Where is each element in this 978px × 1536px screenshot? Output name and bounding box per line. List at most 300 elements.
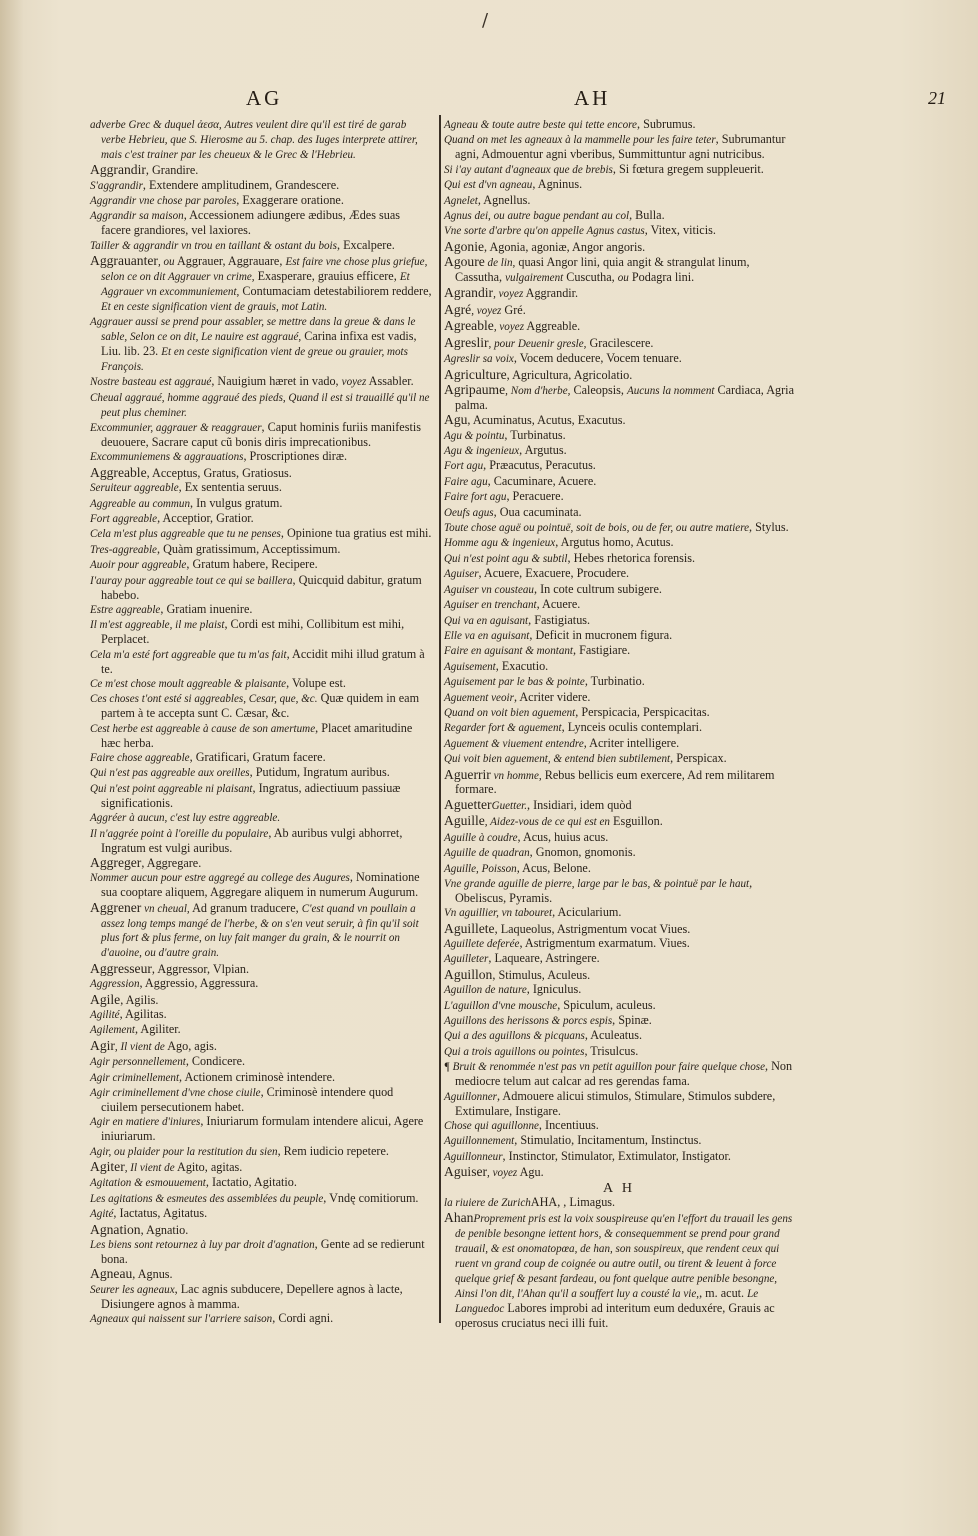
latin-text: , Limagus. bbox=[563, 1194, 616, 1209]
dictionary-entry bbox=[444, 163, 794, 178]
dictionary-entry bbox=[444, 536, 794, 551]
latin-text: , m. acut. bbox=[699, 1285, 748, 1300]
latin-text: , Ab auribus vulgi abhorret, Ingratum est vulgi auribus. bbox=[101, 825, 403, 855]
dictionary-entry bbox=[90, 421, 432, 450]
french-text: Chose qui aguillonne bbox=[444, 1119, 539, 1132]
dictionary-entry bbox=[444, 444, 794, 459]
french-text: Aggrauer aussi se prend pour assabler, se mettre dans la greue & dans le sable, Selon ce on dit, Le nauire est aggraué, bbox=[90, 316, 416, 344]
dictionary-entry bbox=[90, 481, 432, 496]
french-text: Agir personnellement bbox=[90, 1056, 186, 1069]
french-text: Qui est d'vn agneau bbox=[444, 179, 533, 192]
french-text: Qui a des aguillons & picquans bbox=[444, 1030, 585, 1043]
latin-text: , Opinione tua gratius est mihi. bbox=[280, 526, 432, 541]
french-text: Homme agu & ingenieux bbox=[444, 537, 556, 550]
headword: Agrandir bbox=[444, 285, 494, 301]
french-text: , Il vient de bbox=[114, 1040, 165, 1053]
latin-text: , Volupe est. bbox=[286, 676, 346, 691]
dictionary-entry bbox=[90, 1160, 432, 1176]
dictionary-entry bbox=[90, 1238, 432, 1267]
latin-text: , Deficit in mucronem figura. bbox=[529, 627, 673, 642]
latin-text: Ago, agis. bbox=[164, 1038, 217, 1053]
latin-text: , Stimulus, Aculeus. bbox=[492, 967, 591, 982]
dictionary-entry bbox=[90, 1207, 432, 1222]
dictionary-entry bbox=[444, 721, 794, 736]
french-text: ¶ Bruit & renommée n'est pas vn petit aguillon pour faire quelque chose bbox=[444, 1061, 766, 1074]
dictionary-entry bbox=[444, 752, 794, 767]
french-text: Agneaux qui naissent sur l'arriere saison bbox=[90, 1313, 273, 1326]
latin-text: , Laqueare, Astringere. bbox=[488, 951, 600, 966]
dictionary-entry bbox=[90, 1192, 432, 1207]
headword: Agoure bbox=[444, 254, 485, 270]
french-text: Aucuns la nomment bbox=[626, 384, 715, 397]
headword: Agriculture bbox=[444, 366, 507, 382]
latin-text: Aggrauer, Aggrauare, bbox=[174, 254, 286, 269]
french-text: Aguillonnement bbox=[444, 1135, 515, 1148]
dictionary-entry bbox=[90, 391, 432, 421]
dictionary-entry bbox=[444, 552, 794, 567]
latin-text: , Vocem deducere, Vocem tenuare. bbox=[513, 351, 682, 366]
french-text: Cela m'a esté fort aggreable que tu m'as fait bbox=[90, 648, 287, 661]
headword: Ahan bbox=[444, 1210, 474, 1226]
headword: Aguetter bbox=[444, 796, 492, 812]
dictionary-entry bbox=[90, 751, 432, 766]
latin-text: , Spiculum, aculeus. bbox=[557, 997, 656, 1012]
dictionary-entry bbox=[90, 1312, 432, 1327]
latin-text: , Exacutio. bbox=[495, 658, 549, 673]
latin-text: , Cacuminare, Acuere. bbox=[487, 473, 597, 488]
latin-text: , Ex sententia seruus. bbox=[178, 480, 282, 495]
latin-text: , Caput hominis furiis manifestis deuouere, Sacrare caput cũ bonis diris imprecationibus. bbox=[101, 420, 421, 450]
french-text: Agilité bbox=[90, 1008, 120, 1021]
latin-text: , Cordi est mihi, Collibitum est mihi, Perplacet. bbox=[101, 617, 405, 647]
headword: Agile bbox=[90, 991, 121, 1007]
latin-text: , Perspicacia, Perspicacitas. bbox=[575, 704, 710, 719]
latin-text: Ad granum traducere, bbox=[189, 900, 302, 915]
dictionary-entry bbox=[444, 209, 794, 224]
french-text: vn cheual, bbox=[141, 902, 190, 915]
latin-text: , Oua cacuminata. bbox=[493, 504, 582, 519]
headword: Agré bbox=[444, 301, 472, 317]
french-text: , pour Deuenir gresle, bbox=[488, 337, 587, 350]
french-text: adverbe Grec & duquel ἀεσα, Autres veulent dire qu'il est tiré de garab verbe Hebrieu, que S. Hierosme au 5. chap. des Iuges interprete attirer, mais c'est trainer par les cheueux & le Grec & l'Hebrieu. bbox=[90, 119, 418, 161]
dictionary-entry bbox=[90, 1176, 432, 1191]
french-text: Auoir pour aggreable bbox=[90, 559, 187, 572]
dictionary-entry bbox=[444, 952, 794, 967]
dictionary-entry bbox=[444, 798, 794, 814]
latin-text: , Subrumantur agni, Admouentur agni vberibus, Summittuntur agni nutricibus. bbox=[455, 132, 786, 162]
dictionary-entry bbox=[90, 766, 432, 781]
dictionary-entry bbox=[444, 1134, 794, 1149]
dictionary-entry bbox=[90, 856, 432, 871]
latin-text: Labores improbi ad interitum eum deduxére, Grauis ac operosus cruciatus neci illi fuit. bbox=[455, 1300, 775, 1330]
french-text: Regarder fort & aguement bbox=[444, 722, 562, 735]
latin-text: Exasperare, grauius efficere, bbox=[254, 269, 400, 284]
latin-text: , Laqueolus, Astrigmentum vocat Viues. bbox=[494, 921, 691, 936]
headword: Aggreger bbox=[90, 854, 142, 870]
french-text: Aggrandir vne chose par paroles bbox=[90, 195, 237, 208]
french-text: Cest herbe est aggreable à cause de son amertume bbox=[90, 722, 316, 735]
french-text: Qui a trois aguillons ou pointes bbox=[444, 1045, 585, 1058]
dictionary-entry bbox=[444, 133, 794, 162]
latin-text: , Insidiari, idem quòd bbox=[527, 797, 632, 812]
french-text: Faire en aguisant & montant bbox=[444, 645, 574, 658]
dictionary-entry bbox=[90, 194, 432, 209]
dictionary-entry bbox=[444, 383, 794, 413]
latin-text: , Spinæ. bbox=[612, 1013, 652, 1028]
french-text: Aguisement par le bas & pointe bbox=[444, 676, 585, 689]
dictionary-entry bbox=[444, 691, 794, 706]
dictionary-entry bbox=[444, 506, 794, 521]
dictionary-entry bbox=[444, 118, 794, 133]
latin-text: , Criminosè intendere quod ciuilem persecutionem habet. bbox=[101, 1085, 394, 1114]
french-text: voyez bbox=[341, 376, 367, 389]
dictionary-entry bbox=[90, 782, 432, 811]
dictionary-entry bbox=[444, 1045, 794, 1060]
latin-text: , Iniuriarum formulam intendere alicui, Agere iniuriarum. bbox=[101, 1114, 424, 1144]
french-text: Excommunier, aggrauer & reaggrauer bbox=[90, 422, 262, 435]
french-text: Toute chose aguë ou pointuë, soit de bois, ou de fer, ou autre matiere bbox=[444, 522, 750, 535]
dictionary-entry bbox=[444, 906, 794, 921]
french-text: Aggrandir sa maison bbox=[90, 210, 184, 223]
dictionary-entry bbox=[90, 118, 432, 163]
french-text: Aguiser en trenchant bbox=[444, 599, 537, 612]
latin-text: , In vulgus gratum. bbox=[190, 495, 283, 510]
dictionary-entry bbox=[444, 862, 794, 877]
latin-text: , Argutus. bbox=[519, 443, 567, 458]
latin-text: , Agonia, agoniæ, Angor angoris. bbox=[484, 239, 646, 254]
french-text: Aguisement bbox=[444, 660, 496, 673]
page-mark: / bbox=[482, 10, 489, 31]
dictionary-entry bbox=[90, 163, 432, 178]
dictionary-entry bbox=[444, 814, 794, 830]
dictionary-entry bbox=[444, 1090, 794, 1119]
dictionary-entry bbox=[444, 1211, 794, 1330]
latin-text: Carina infixa est vadis, Liu. lib. 23. bbox=[101, 329, 417, 359]
dictionary-entry bbox=[444, 660, 794, 675]
running-head-right: AH bbox=[574, 86, 611, 110]
latin-text: , Agnatio. bbox=[140, 1222, 189, 1237]
dictionary-entry bbox=[90, 466, 432, 481]
dictionary-entry bbox=[444, 983, 794, 998]
french-text: Seurer les agneaux bbox=[90, 1283, 175, 1296]
latin-text: , Astrigmentum exarmatum. Viues. bbox=[519, 936, 690, 951]
running-head-left: AG bbox=[246, 86, 283, 110]
latin-text: , Acicularium. bbox=[552, 905, 622, 920]
dictionary-entry bbox=[444, 1060, 794, 1089]
latin-text: , Acus, huius acus. bbox=[517, 829, 609, 844]
french-text: Vne grande aguille de pierre, large par le bas, & pointuë par le haut bbox=[444, 877, 750, 890]
dictionary-entry bbox=[444, 319, 794, 335]
dictionary-entry bbox=[90, 1023, 432, 1038]
headword: Aguille bbox=[444, 813, 485, 829]
french-text: Agitation & esmouuement bbox=[90, 1177, 206, 1190]
french-text: Aggression bbox=[90, 978, 140, 991]
dictionary-entry bbox=[90, 1071, 432, 1086]
french-text: Aggréer à aucun, c'est luy estre aggreable. bbox=[90, 812, 281, 825]
latin-text: , Turbinatio. bbox=[584, 674, 645, 689]
dictionary-entry bbox=[90, 962, 432, 977]
latin-text: , Extendere amplitudinem, Grandescere. bbox=[142, 177, 340, 192]
latin-text: , Proscriptiones diræ. bbox=[243, 449, 348, 464]
dictionary-entry bbox=[444, 737, 794, 752]
latin-text: , Turbinatus. bbox=[504, 427, 566, 442]
latin-text: , Vitex, viticis. bbox=[644, 223, 716, 238]
headword: Aggresseur bbox=[90, 960, 152, 976]
dictionary-entry bbox=[90, 315, 432, 375]
latin-text: Caleopsis, bbox=[570, 382, 627, 397]
dictionary-entry bbox=[444, 877, 794, 906]
headword: Agripaume bbox=[444, 381, 506, 397]
latin-text: AHA, bbox=[530, 1194, 564, 1209]
dictionary-entry bbox=[444, 1165, 794, 1181]
latin-text: quasi Angor lini, quia angit & strangulat linum, Cassutha, bbox=[455, 255, 750, 285]
latin-text: , Peracuere. bbox=[506, 489, 564, 504]
latin-text: , Grandire. bbox=[145, 163, 199, 178]
french-text: vulgairement bbox=[505, 272, 564, 285]
latin-text: , Lac agnis subducere, Depellere agnos à lacte, Disiungere agnos à mamma. bbox=[101, 1281, 403, 1311]
french-text: Est faire vne chose plus griefue, selon ce on dit Aggrauer vn crime, bbox=[101, 256, 428, 284]
latin-text: Podagra lini. bbox=[628, 270, 695, 285]
dictionary-entry bbox=[444, 567, 794, 582]
dictionary-entry bbox=[90, 179, 432, 194]
dictionary-entry bbox=[90, 254, 432, 315]
dictionary-entry bbox=[444, 1029, 794, 1044]
latin-text: , Actionem criminosè intendere. bbox=[179, 1069, 336, 1084]
french-text: Faire agu bbox=[444, 475, 488, 488]
dictionary-entry bbox=[90, 722, 432, 751]
dictionary-entry bbox=[90, 209, 432, 238]
dictionary-entry bbox=[90, 527, 432, 542]
dictionary-entry bbox=[444, 475, 794, 490]
column-divider bbox=[439, 115, 441, 1323]
french-text: Agir criminellement bbox=[90, 1071, 180, 1084]
dictionary-entry bbox=[90, 811, 432, 826]
dictionary-entry bbox=[444, 286, 794, 302]
french-text: L'aguillon d'vne mousche bbox=[444, 999, 558, 1012]
latin-text: , Gratum habere, Recipere. bbox=[186, 557, 318, 572]
latin-text: , Agilitas. bbox=[119, 1006, 167, 1021]
latin-text: , Acriter videre. bbox=[513, 689, 591, 704]
french-text: Ce m'est chose moult aggreable & plaisante bbox=[90, 678, 287, 691]
latin-text: , Non mediocre telum aut calcar ad res gerendas fama. bbox=[455, 1059, 793, 1089]
french-text: Qui n'est pas aggreable aux oreilles bbox=[90, 767, 250, 780]
french-text: Agu & pointu bbox=[444, 429, 505, 442]
latin-text: , Fastigiatus. bbox=[528, 612, 591, 627]
latin-text: , Acceptior, Gratior. bbox=[157, 511, 254, 526]
latin-text: , Argutus homo, Acutus. bbox=[555, 535, 674, 550]
dictionary-entry bbox=[444, 194, 794, 209]
latin-text: , Lynceis oculis contemplari. bbox=[561, 720, 703, 735]
dictionary-entry bbox=[444, 240, 794, 255]
latin-text: , Si fœtura gregem suppleuerit. bbox=[612, 161, 764, 176]
dictionary-entry bbox=[444, 706, 794, 721]
french-text: Fort agu bbox=[444, 460, 484, 473]
headword: Agreslir bbox=[444, 334, 489, 350]
dictionary-entry bbox=[444, 490, 794, 505]
french-text: Aguiser bbox=[444, 568, 479, 581]
dictionary-entry bbox=[90, 574, 432, 603]
latin-text: , Aculeatus. bbox=[584, 1028, 643, 1043]
french-text: Vn aguillier, vn tabouret bbox=[444, 907, 553, 920]
latin-text: Agu. bbox=[517, 1165, 544, 1180]
dictionary-entry bbox=[90, 1055, 432, 1070]
french-text: Nommer aucun pour estre aggregé au college des Augures bbox=[90, 872, 350, 885]
latin-text: Gré. bbox=[501, 302, 526, 317]
headword: Agreable bbox=[444, 318, 494, 334]
french-text: Agu & ingenieux bbox=[444, 445, 520, 458]
headword: Agnation bbox=[90, 1221, 141, 1237]
latin-text: , Condicere. bbox=[185, 1054, 246, 1069]
latin-text: , Acceptus, Gratus, Gratiosus. bbox=[146, 465, 292, 480]
right-column bbox=[444, 118, 794, 1331]
french-text: Guetter. bbox=[491, 799, 527, 812]
french-text: Vne sorte d'arbre qu'on appelle Agnus castus bbox=[444, 225, 645, 238]
dictionary-entry bbox=[444, 1150, 794, 1165]
french-text: S'aggrandir bbox=[90, 179, 143, 192]
french-text: Seruiteur aggreable bbox=[90, 482, 179, 495]
latin-text: , Placet amaritudine hæc herba. bbox=[101, 720, 413, 750]
french-text: Aguille, Poisson bbox=[444, 862, 517, 875]
latin-text: , Accessionem adiungere ædibus, Ædes suas facere grandiores, vel laxiores. bbox=[101, 208, 400, 238]
french-text: Aggreable au commun bbox=[90, 497, 191, 510]
latin-text: , Agnellus. bbox=[477, 192, 531, 207]
headword: Aguillete bbox=[444, 920, 495, 936]
dictionary-entry bbox=[444, 999, 794, 1014]
latin-text: , Cordi agni. bbox=[272, 1311, 334, 1326]
latin-text: , Gratiam inuenire. bbox=[160, 602, 253, 616]
latin-text: , Subrumus. bbox=[636, 117, 696, 131]
dictionary-entry bbox=[90, 901, 432, 962]
latin-text: , Aggregare. bbox=[141, 855, 202, 870]
latin-text: Esguillon. bbox=[609, 814, 663, 829]
latin-text: , Aggressio, Aggressura. bbox=[139, 976, 259, 991]
french-text: Ces choses t'ont esté si aggreables, Cesar, que, &c. bbox=[90, 693, 318, 706]
latin-text: , Rem iudicio repetere. bbox=[277, 1143, 389, 1158]
french-text: Faire chose aggreable bbox=[90, 752, 190, 765]
headword: Aguiser bbox=[444, 1164, 488, 1180]
dictionary-entry bbox=[444, 303, 794, 319]
dictionary-entry bbox=[444, 675, 794, 690]
french-text: Aguillons des herissons & porcs espis bbox=[444, 1015, 613, 1028]
latin-text: , Ingratus, adiectiuum passiuæ significationis. bbox=[101, 780, 401, 810]
dictionary-entry bbox=[90, 512, 432, 527]
french-text: Le Languedoc bbox=[455, 1287, 759, 1315]
french-text: Agnelet bbox=[444, 194, 478, 207]
french-text: Aguement & viuement entendre bbox=[444, 737, 584, 750]
page-number: 21 bbox=[928, 88, 946, 108]
french-text: Agir, ou plaider pour la restitution du sien bbox=[90, 1145, 278, 1158]
dictionary-entry bbox=[90, 827, 432, 856]
french-text: Estre aggreable bbox=[90, 604, 161, 616]
french-text: la riuiere de Zurich bbox=[444, 1196, 531, 1209]
latin-text: Assabler. bbox=[366, 374, 414, 389]
latin-text: Aggreable. bbox=[524, 319, 581, 334]
french-text: Si i'ay autant d'agneaux que de brebis bbox=[444, 163, 613, 176]
french-text: Qui voit bien aguement, & entend bien subtilement bbox=[444, 753, 671, 766]
dictionary-entry bbox=[444, 831, 794, 846]
latin-text: Gracilescere. bbox=[586, 335, 654, 350]
latin-text: , Acus, Belone. bbox=[516, 860, 591, 875]
dictionary-entry bbox=[90, 1008, 432, 1023]
dictionary-entry bbox=[90, 558, 432, 573]
latin-text: , Acuminatus, Acutus, Exacutus. bbox=[467, 413, 626, 428]
french-text: Aguillonner bbox=[444, 1090, 497, 1103]
latin-text: , Bulla. bbox=[629, 207, 665, 222]
french-text: , Aidez-vous de ce qui est en bbox=[484, 816, 610, 829]
latin-text: , Exaggerare oratione. bbox=[236, 193, 344, 208]
dictionary-entry bbox=[90, 648, 432, 677]
dictionary-entry bbox=[90, 450, 432, 465]
french-text: , voyez bbox=[471, 304, 502, 317]
dictionary-entry bbox=[444, 1119, 794, 1134]
dictionary-entry bbox=[444, 178, 794, 193]
latin-text: , Iactatio, Agitatio. bbox=[205, 1175, 297, 1190]
french-text: Tres-aggreable bbox=[90, 543, 157, 556]
french-text: Et en ceste signification vient de grauis, mot Latin. bbox=[101, 300, 328, 313]
headword: Aguillon bbox=[444, 966, 493, 982]
latin-text: , Fastigiare. bbox=[573, 643, 631, 658]
french-text: Les agitations & esmeutes des assemblées du peuple bbox=[90, 1192, 324, 1205]
french-text: , voyez bbox=[487, 1167, 518, 1180]
latin-text: , Vndę comitiorum. bbox=[323, 1190, 419, 1205]
latin-text: , Igniculus. bbox=[526, 982, 582, 997]
dictionary-entry bbox=[90, 543, 432, 558]
french-text: , voyez bbox=[493, 321, 525, 334]
dictionary-entry bbox=[444, 768, 794, 798]
latin-text: , Accidit mihi illud gratum à te. bbox=[101, 646, 425, 676]
dictionary-entry bbox=[90, 1267, 432, 1282]
french-text: Qui n'est point aggreable ni plaisant bbox=[90, 782, 253, 795]
latin-text: , Hebes rhetorica forensis. bbox=[567, 550, 696, 565]
headword: Aggrandir bbox=[90, 162, 146, 178]
latin-text: , Trisulcus. bbox=[584, 1043, 639, 1058]
french-text: Aguillete deferée bbox=[444, 938, 520, 951]
latin-text: , Agiliter. bbox=[134, 1022, 181, 1037]
dictionary-entry bbox=[444, 429, 794, 444]
french-text: Faire fort agu bbox=[444, 491, 507, 504]
headword: Agneau bbox=[90, 1266, 133, 1282]
dictionary-entry bbox=[444, 614, 794, 629]
french-text: Qui va en aguisant bbox=[444, 614, 529, 627]
latin-text: Cardiaca, Agria palma. bbox=[455, 382, 794, 412]
headword: Aggrener bbox=[90, 899, 142, 915]
french-text: , voyez bbox=[493, 288, 524, 301]
french-text: Aguiser vn cousteau bbox=[444, 583, 534, 596]
french-text: Agreslir sa voix bbox=[444, 353, 514, 366]
dictionary-entry bbox=[90, 1223, 432, 1238]
dictionary-entry bbox=[90, 1283, 432, 1312]
french-text: Cela m'est plus aggreable que tu ne penses bbox=[90, 528, 281, 541]
dictionary-entry bbox=[444, 336, 794, 352]
latin-text: , Acuere, Exacuere, Procudere. bbox=[478, 566, 630, 581]
latin-text: , Stylus. bbox=[749, 520, 789, 535]
latin-text: , Iactatus, Agitatus. bbox=[113, 1206, 208, 1221]
french-text: Agir en matiere d'iniures bbox=[90, 1116, 201, 1129]
headword: Agir bbox=[90, 1037, 115, 1053]
latin-text: , In cote cultrum subigere. bbox=[533, 581, 662, 596]
dictionary-entry bbox=[444, 224, 794, 239]
dictionary-entry bbox=[90, 1086, 432, 1115]
dictionary-entry bbox=[90, 977, 432, 992]
left-column bbox=[90, 118, 432, 1328]
french-text: Il m'est aggreable, il me plaist bbox=[90, 619, 225, 632]
dictionary-entry bbox=[444, 644, 794, 659]
french-text: Cheual aggraué, homme aggraué des pieds, Quand il est si trauaillé qu'il ne peut plus cheminer. bbox=[90, 391, 430, 419]
french-text: Et Aggrauer vn excommuniement, bbox=[101, 271, 410, 298]
dictionary-entry bbox=[444, 255, 794, 286]
latin-text: Cuscutha, bbox=[563, 270, 618, 285]
french-text: Fort aggreable bbox=[90, 513, 158, 526]
